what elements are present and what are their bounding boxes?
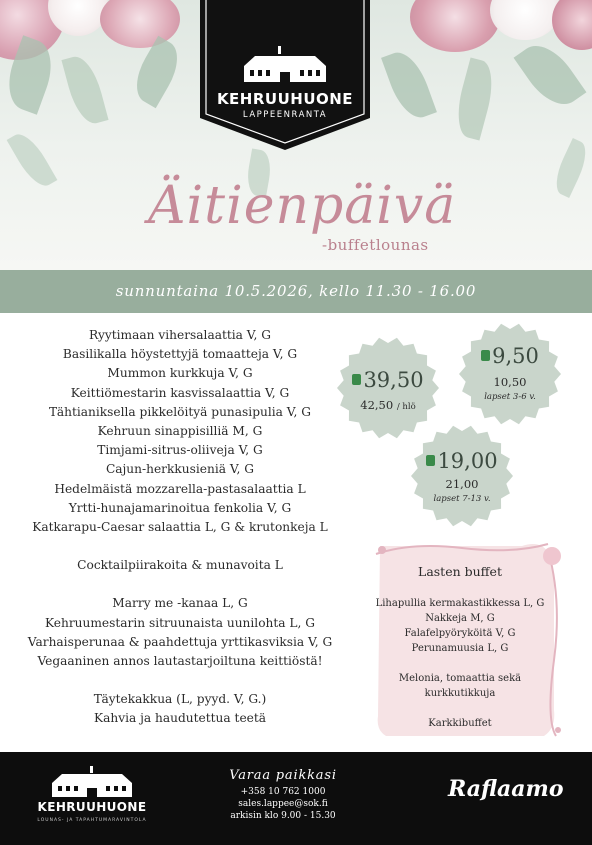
date-band: sunnuntaina 10.5.2026, kello 11.30 - 16.00 — [0, 270, 592, 313]
logo-city: LAPPEENRANTA — [242, 110, 328, 120]
menu-item: Täytekakkua (L, pyyd. V, G.) — [93, 692, 267, 707]
header-banner — [0, 0, 592, 270]
price-seal-child-small — [458, 322, 562, 426]
menu-item: Katkarapu-Caesar salaattia L, G & krutonkeja L — [32, 520, 328, 535]
kids-item: Karkkibuffet — [428, 718, 492, 729]
menu-item: Keittiömestarin kasvissalaattia V, G — [70, 385, 290, 400]
member-price: 9,50 — [458, 344, 562, 368]
leaf-decoration — [549, 138, 592, 198]
footer-logo-tagline: LOUNAS- JA TAPAHTUMARAVINTOLA — [37, 818, 147, 823]
contact-phone[interactable]: +358 10 762 1000 — [240, 787, 326, 797]
s-bonus-icon — [481, 350, 490, 361]
page-subtitle: -buffetlounas — [322, 236, 429, 254]
normal-price: 42,50 / hlö — [360, 398, 416, 412]
menu-item: Cajun-herkkusieniä V, G — [105, 462, 255, 477]
leaf-decoration — [7, 128, 58, 192]
price-note: lapset 3-6 v. — [484, 392, 536, 402]
menu-item: Varhaisperunaa & paahdettuja yrttikasviksia V, G — [27, 634, 333, 649]
menu-item: Marry me -kanaa L, G — [112, 596, 248, 611]
menu-item: Hedelmäistä mozzarella-pastasalaattia L — [54, 481, 306, 496]
member-price: 19,00 — [410, 449, 514, 473]
buffet-menu — [12, 326, 348, 729]
leaf-decoration — [450, 57, 499, 140]
s-bonus-icon — [426, 455, 435, 466]
menu-item: Kahvia ja haudutettua teetä — [93, 711, 267, 726]
footer-logo-name: KEHRUUHUONE — [37, 800, 147, 814]
flower-decoration — [490, 0, 560, 40]
kids-buffet-card — [372, 540, 564, 740]
leaf-decoration — [61, 52, 108, 127]
flower-decoration — [552, 0, 592, 50]
contact-block — [208, 768, 358, 822]
contact-hours: arkisin klo 9.00 - 15.30 — [230, 811, 336, 821]
page-title: Äitienpäivä — [148, 176, 457, 236]
s-bonus-icon — [352, 374, 361, 385]
menu-item: Vegaaninen annos lautastarjoiltuna keittiöstä! — [37, 654, 323, 669]
normal-price: 21,00 — [445, 477, 479, 491]
menu-item: Kehruun sinappisilliä M, G — [97, 424, 263, 439]
leaf-decoration — [381, 46, 437, 123]
menu-item: Cocktailpiirakoita & munavoita L — [77, 558, 283, 573]
price-seal-child-large — [410, 424, 514, 528]
member-price: 39,50 — [336, 368, 440, 392]
kids-item: Nakkeja M, G — [425, 613, 495, 624]
kids-item: Melonia, tomaattia sekä — [398, 673, 522, 684]
menu-item: Kehruumestarin sitruunaista uunilohta L, G — [44, 615, 316, 630]
price-note: lapset 7-13 v. — [433, 494, 491, 504]
kids-item: Lihapullia kermakastikkessa L, G — [375, 598, 545, 609]
footer-logo — [36, 764, 148, 834]
menu-item: Yrtti-hunajamarinoitua fenkolia V, G — [68, 500, 292, 515]
kids-buffet-list — [372, 596, 548, 731]
logo-badge — [200, 0, 370, 150]
kids-buffet-title: Lasten buffet — [418, 564, 502, 579]
menu-item: Basilikalla höystettyjä tomaatteja V, G — [62, 347, 298, 362]
kids-item: Falafelpyöryköitä V, G — [404, 628, 516, 639]
kids-item: Perunamuusia L, G — [411, 643, 509, 654]
flower-decoration — [410, 0, 500, 52]
contact-title: Varaa paikkasi — [229, 768, 337, 783]
logo-name: KEHRUUHUONE — [216, 90, 354, 108]
raflaamo-logo: Raflaamo — [448, 776, 564, 802]
menu-item: Timjami-sitrus-oliiveja V, G — [97, 443, 263, 458]
menu-item: Mummon kurkkuja V, G — [107, 366, 253, 381]
menu-item: Ryytimaan vihersalaattia V, G — [89, 328, 271, 342]
menu-item: Tähtianiksella pikkelöityä punasipulia V, G — [49, 404, 311, 419]
normal-price: 10,50 — [493, 375, 527, 389]
contact-email[interactable]: sales.lappee@sok.fi — [238, 799, 328, 809]
kids-item: kurkkutikkuja — [424, 688, 496, 699]
